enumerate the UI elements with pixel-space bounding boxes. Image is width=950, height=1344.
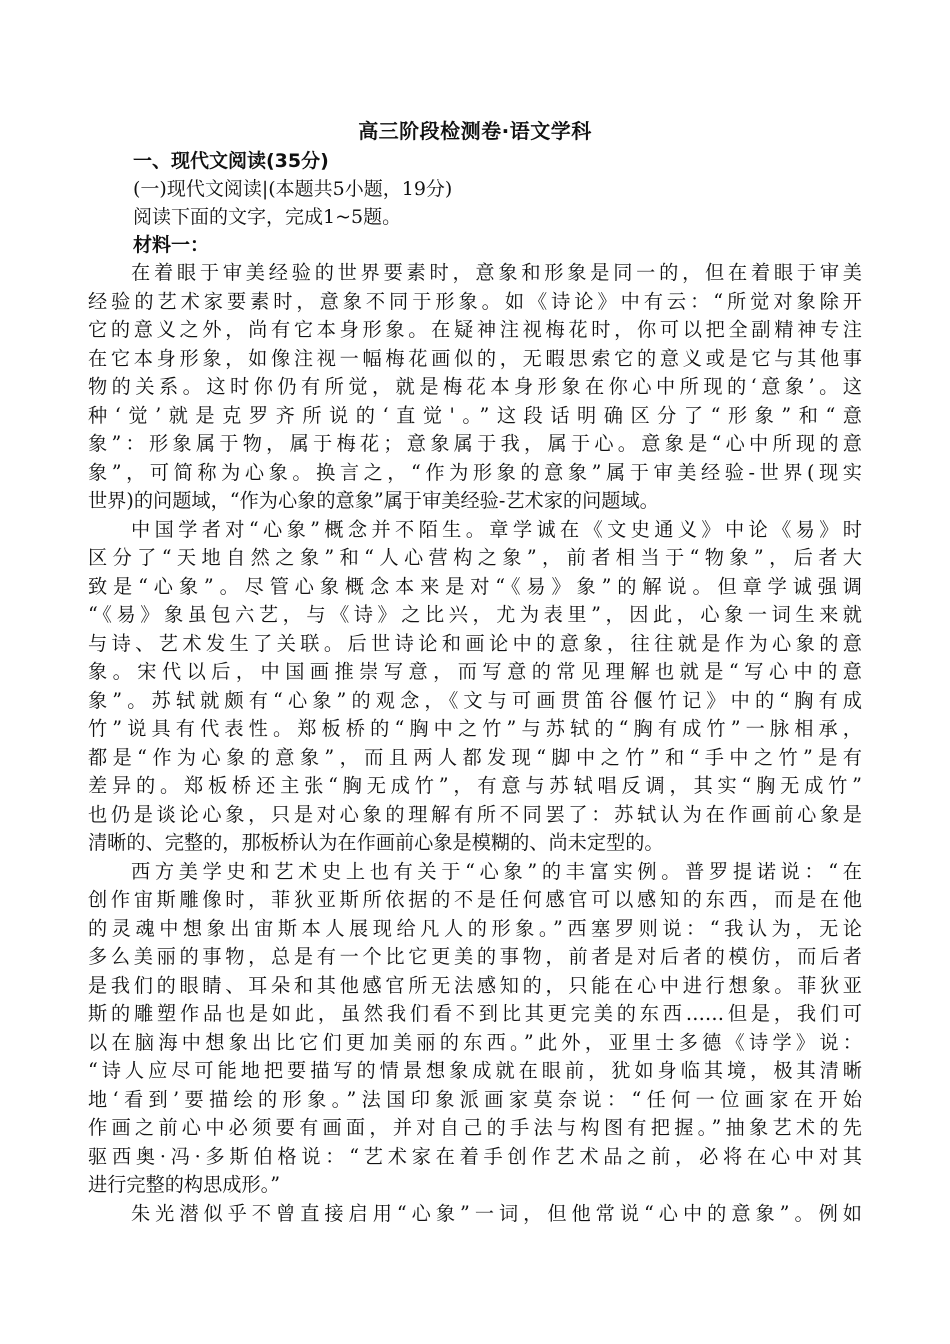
paragraph bbox=[88, 259, 862, 516]
paragraph bbox=[88, 1200, 862, 1229]
paragraph-line: 竹”说具有代表性。郑板桥的“胸中之竹”与苏轼的“胸有成竹”一脉相承， bbox=[88, 717, 862, 740]
paragraph-line: 也仍是谈论心象，只是对心象的理解有所不同罢了：苏轼认为在作画前心象是 bbox=[88, 802, 862, 826]
reading-instruction: 阅读下面的文字，完成1~5题。 bbox=[133, 206, 402, 228]
paragraph-line: 区分了“天地自然之象”和“人心营构之象”，前者相当于“物象”，后者大 bbox=[88, 546, 862, 569]
paragraph-line: 西方美学史和艺术史上也有关于“心象”的丰富实例。普罗提诺说：“在 bbox=[131, 859, 862, 883]
paragraph-line: 它的意义之外，尚有它本身形象。在疑神注视梅花时，你可以把全副精神专注 bbox=[88, 318, 862, 341]
subsection-heading: (一)现代文阅读|(本题共5小题，19分) bbox=[133, 178, 453, 200]
paragraph-line: 以在脑海中想象出比它们更加美丽的东西。”此外，亚里士多德《诗学》说： bbox=[88, 1030, 862, 1054]
paragraph-line: “《易》象虽包六艺，与《诗》之比兴，尤为表里”，因此，心象一词生来就 bbox=[88, 603, 862, 626]
paragraph bbox=[88, 516, 862, 858]
paragraph-line: 的灵魂中想象出宙斯本人展现给凡人的形象。”西塞罗则说：“我认为，无论 bbox=[88, 916, 862, 940]
paragraph-line: 驱西奥·冯·多斯伯格说：“艺术家在着手创作艺术品之前，必将在心中对其 bbox=[88, 1144, 862, 1168]
paragraph-line: 象”：形象属于物，属于梅花；意象属于我，属于心。意象是“心中所现的意 bbox=[88, 432, 862, 455]
paragraph-line: “诗人应尽可能地把要描写的情景想象成就在眼前，犹如身临其境，极其清晰 bbox=[88, 1059, 862, 1082]
paragraph-line: 中国学者对“心象”概念并不陌生。章学诚在《文史通义》中论《易》时 bbox=[131, 517, 862, 541]
paragraph-line: 种‘觉’就是克罗齐所说的‘直觉'。”这段话明确区分了“形象”和“意 bbox=[88, 403, 862, 427]
paragraph-line: 在着眼于审美经验的世界要素时，意象和形象是同一的，但在着眼于审美 bbox=[131, 261, 862, 284]
paragraph-line: 致是“心象”。尽管心象概念本来是对“《易》象”的解说。但章学诚强调 bbox=[88, 574, 862, 598]
paragraph-line: 象”，可简称为心象。换言之，“作为形象的意象”属于审美经验-世界(现实 bbox=[88, 460, 862, 484]
exam-title: 高三阶段检测卷·语文学科 bbox=[358, 119, 592, 143]
paragraph-line: 斯的雕塑作品也是如此，虽然我们看不到比其更完美的东西……但是，我们可 bbox=[88, 1002, 862, 1025]
paragraph-line: 在它本身形象，如像注视一幅梅花画似的，无暇思索它的意义或是它与其他事 bbox=[88, 346, 862, 370]
paragraph-line: 清晰的、完整的，那板桥认为在作画前心象是模糊的、尚未定型的。 bbox=[88, 831, 664, 854]
paragraph-line: 经验的艺术家要素时，意象不同于形象。如《诗论》中有云：“所觉对象除开 bbox=[88, 289, 862, 313]
paragraph-line: 差异的。郑板桥还主张“胸无成竹”，有意与苏轼唱反调，其实“胸无成竹” bbox=[88, 774, 862, 797]
paragraph-line: 作画之前心中必须要有画面，并对自己的手法与构图有把握。”抽象艺术的先 bbox=[88, 1116, 862, 1139]
paragraph-line: 世界)的问题域，“作为心象的意象”属于审美经验-艺术家的问题域。 bbox=[88, 489, 659, 512]
material-label: 材料一： bbox=[133, 234, 210, 256]
reading-passage bbox=[88, 259, 862, 1228]
paragraph-line: 象”。苏轼就颇有“心象”的观念，《文与可画贯笛谷偃竹记》中的“胸有成 bbox=[88, 688, 862, 712]
paragraph-line: 象。宋代以后，中国画推崇写意，而写意的常见理解也就是“写心中的意 bbox=[88, 660, 862, 683]
paragraph-line: 与诗、艺术发生了关联。后世诗论和画论中的意象，往往就是作为心象的意 bbox=[88, 631, 862, 655]
paragraph-line: 是我们的眼睛、耳朵和其他感官所无法感知的，只能在心中进行想象。菲狄亚 bbox=[88, 973, 862, 997]
paragraph-line: 创作宙斯雕像时，菲狄亚斯所依据的不是任何感官可以感知的东西，而是在他 bbox=[88, 888, 862, 911]
section-heading: 一、现代文阅读(35分) bbox=[133, 150, 329, 172]
paragraph-line: 多么美丽的事物，总是有一个比它更美的事物，前者是对后者的模仿，而后者 bbox=[88, 945, 862, 968]
paragraph-line: 都是“作为心象的意象”，而且两人都发现“脚中之竹”和“手中之竹”是有 bbox=[88, 745, 862, 769]
paragraph-line: 进行完整的构思成形。” bbox=[88, 1173, 281, 1196]
paragraph-line: 物的关系。这时你仍有所觉，就是梅花本身形象在你心中所现的‘意象’。这 bbox=[88, 375, 862, 398]
paragraph bbox=[88, 858, 862, 1200]
paragraph-line: 地‘看到’要描绘的形象。”法国印象派画家莫奈说：“任何一位画家在开始 bbox=[88, 1087, 862, 1111]
paragraph-line: 朱光潜似乎不曾直接启用“心象”一词，但他常说“心中的意象”。例如 bbox=[131, 1201, 862, 1225]
